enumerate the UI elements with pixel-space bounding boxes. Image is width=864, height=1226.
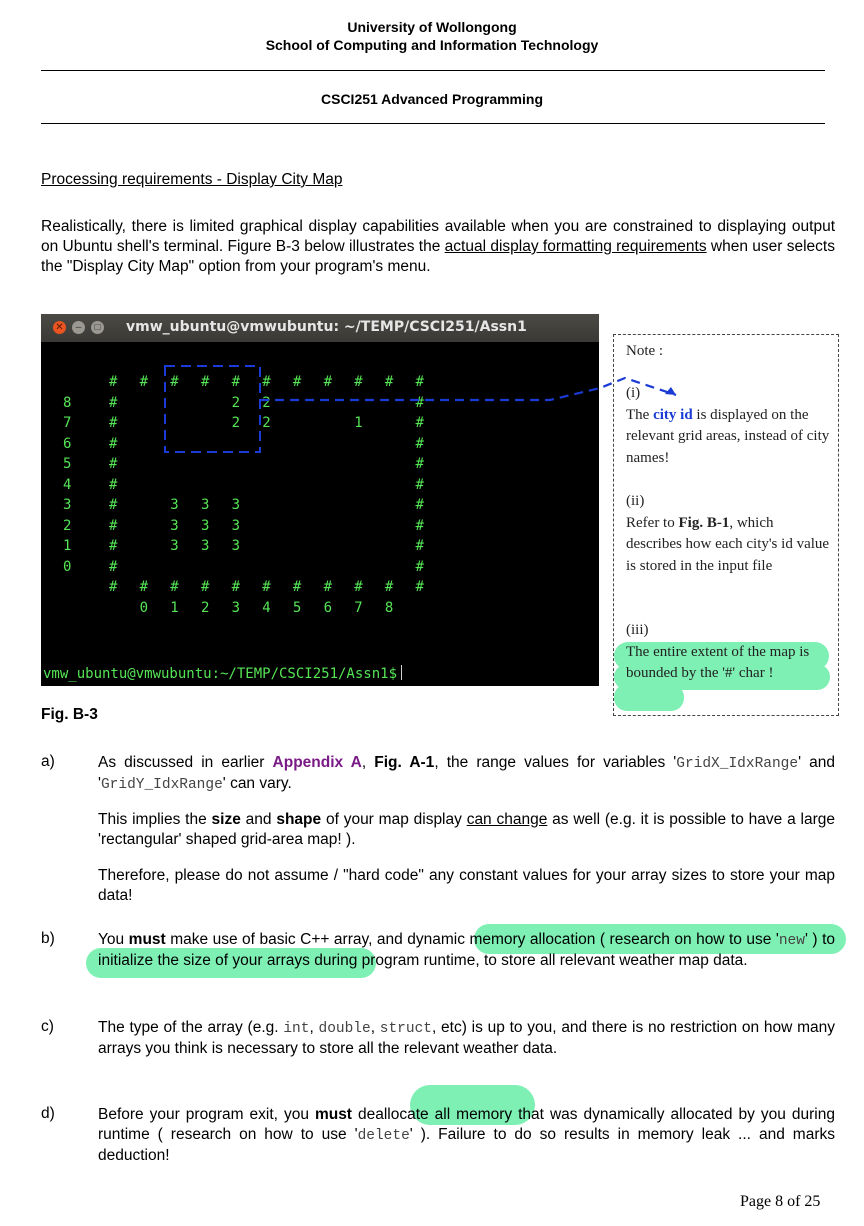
item-b-paragraph	[98, 930, 835, 971]
terminal-row: 5 # #	[63, 456, 431, 472]
item-a-shape: shape	[276, 811, 322, 828]
double-keyword: double	[318, 1021, 371, 1037]
terminal-row: 2 # 3 3 3 #	[63, 517, 431, 534]
item-d-label: d)	[41, 1105, 55, 1122]
note-1-city-id: city id	[653, 406, 693, 423]
item-a-text-2: ,	[361, 754, 375, 771]
section-title: Processing requirements - Display City Map	[41, 171, 343, 188]
item-a-label: a)	[41, 753, 55, 770]
item-a-can-change: can change	[466, 811, 548, 828]
struct-keyword: struct	[379, 1021, 432, 1037]
university-name: University of Wollongong	[347, 19, 517, 35]
item-a-paragraph-1	[98, 753, 835, 795]
intro-underlined: actual display formatting requirements	[444, 238, 707, 255]
item-a-text-1: As discussed in earlier	[98, 754, 273, 771]
item-b-label: b)	[41, 930, 55, 947]
item-a-text-3: , the range values for variables '	[434, 754, 677, 771]
gridx-var: GridX_IdxRange	[676, 756, 799, 772]
page-number: Page 8 of 25	[740, 1193, 821, 1210]
item-c-paragraph	[98, 1018, 835, 1059]
terminal-row: 8 # 2 2 #	[63, 394, 431, 411]
item-d-must: must	[314, 1106, 352, 1123]
terminal-row: 3 # 3 3 3 #	[63, 497, 431, 513]
item-a-size: size	[211, 811, 241, 828]
terminal-row: 4 # #	[63, 476, 431, 493]
item-a-p2-text-1: This implies the	[98, 811, 212, 828]
intro-text-1: Realistically, there is limited graphical display capabilities available when you are constrained to displaying output on Ubuntu shell's terminal. Figure B-3 below illustrates the	[41, 218, 835, 255]
item-a-text-5: ' can vary.	[222, 775, 292, 792]
terminal-row: 0 # #	[63, 558, 431, 575]
item-b-text-2: make use of basic C++ array, and	[165, 931, 408, 948]
shell-prompt: vmw_ubuntu@vmwubuntu:~/TEMP/CSCI251/Assn1$	[43, 665, 402, 682]
item-b-must: must	[128, 931, 166, 948]
note-1-label: (i)	[626, 385, 641, 401]
note-3-text: The entire extent of the map is bounded by the '#' char !	[626, 643, 810, 681]
maximize-icon[interactable]: □	[91, 321, 104, 334]
terminal-row: 1 # 3 3 3 #	[63, 538, 431, 554]
note-2-fig-ref: Fig. B-1	[678, 514, 730, 531]
item-b-text-3: e size of your arrays during program runtime, to store all relevant weather map data.	[170, 952, 748, 969]
note-item-3	[626, 620, 832, 685]
terminal-row: # # # # # # # # # # #	[63, 579, 431, 595]
item-c-text-1: The type of the array (e.g.	[98, 1019, 284, 1036]
item-b-highlight-text-1: dynamic memory allocation ( research on how to use '	[407, 931, 779, 948]
item-a-p2-text-2: and	[240, 811, 277, 828]
item-a-p2-text-3: of your map display	[321, 811, 467, 828]
note-2-text-a: Refer to	[626, 514, 679, 531]
note-item-2	[626, 491, 832, 577]
item-d-deallocate: deallocate	[357, 1106, 429, 1123]
note-3-label: (iii)	[626, 622, 649, 638]
new-keyword: new	[778, 933, 805, 949]
figure-caption: Fig. B-3	[41, 706, 98, 723]
item-c-label: c)	[41, 1018, 54, 1035]
note-item-1	[626, 383, 832, 469]
item-a-p2-text-4: as well (e.g. it is possible to have a large 'rectangular' shaped grid-area map! ).	[98, 811, 835, 848]
item-d-text-3: ' ). Failure to do so results in memory leak ... and marks deduction!	[98, 1126, 835, 1164]
gridy-var: GridY_IdxRange	[100, 777, 223, 793]
close-icon[interactable]: ✕	[53, 321, 66, 334]
note-1-text-a: The	[626, 406, 654, 423]
item-d-paragraph	[98, 1105, 835, 1166]
item-a-paragraph-2	[98, 810, 835, 850]
terminal-row: 0 1 2 3 4 5 6 7 8	[63, 599, 401, 616]
item-a-text-4: ' and '	[98, 754, 835, 792]
minimize-icon[interactable]: –	[72, 321, 85, 334]
terminal-row: 7 # 2 2 1 #	[63, 415, 431, 431]
item-d-text-1: Before your program exit, you	[98, 1106, 315, 1123]
note-2-text-b: , which describes how each city's id value is stored in the input file	[626, 514, 830, 574]
school-name: School of Computing and Information Technology	[265, 37, 599, 53]
item-d-text-2: all memory that was dynamically allocated by you during runtime ( research on how to use '	[98, 1106, 835, 1143]
int-keyword: int	[283, 1021, 310, 1037]
terminal-title: vmw_ubuntu@vmwubuntu: ~/TEMP/CSCI251/Assn1	[126, 319, 527, 335]
fig-a1-ref: Fig. A-1	[374, 754, 435, 771]
note-2-label: (ii)	[626, 493, 645, 509]
item-a-paragraph-3: Therefore, please do not assume / "hard code" any constant values for your array sizes to store your map data!	[98, 867, 835, 904]
terminal-row: 6 # #	[63, 435, 431, 452]
note-title: Note :	[626, 343, 664, 359]
note-1-text-b: is displayed on the relevant grid areas, instead of city names!	[626, 406, 830, 466]
item-c-text-4: , etc) is up to you, and there is no restriction on how many arrays you think is necessary to store all the relevant weather data.	[98, 1019, 835, 1057]
course-title: CSCI251 Advanced Programming	[321, 91, 543, 107]
item-b-highlight-text-2: ' ) to initialize th	[98, 931, 835, 969]
intro-text-2: when user selects the "Display City Map" option from your program's menu.	[41, 238, 835, 275]
delete-keyword: delete	[357, 1128, 410, 1144]
item-c-text-2: ,	[309, 1019, 319, 1036]
item-c-text-3: ,	[370, 1019, 380, 1036]
text-cursor	[401, 665, 402, 680]
item-b-text-1: You	[98, 931, 129, 948]
note-highlight-3	[614, 684, 684, 711]
appendix-a-ref: Appendix A	[272, 754, 362, 771]
terminal-row: # # # # # # # # # # #	[63, 374, 431, 390]
